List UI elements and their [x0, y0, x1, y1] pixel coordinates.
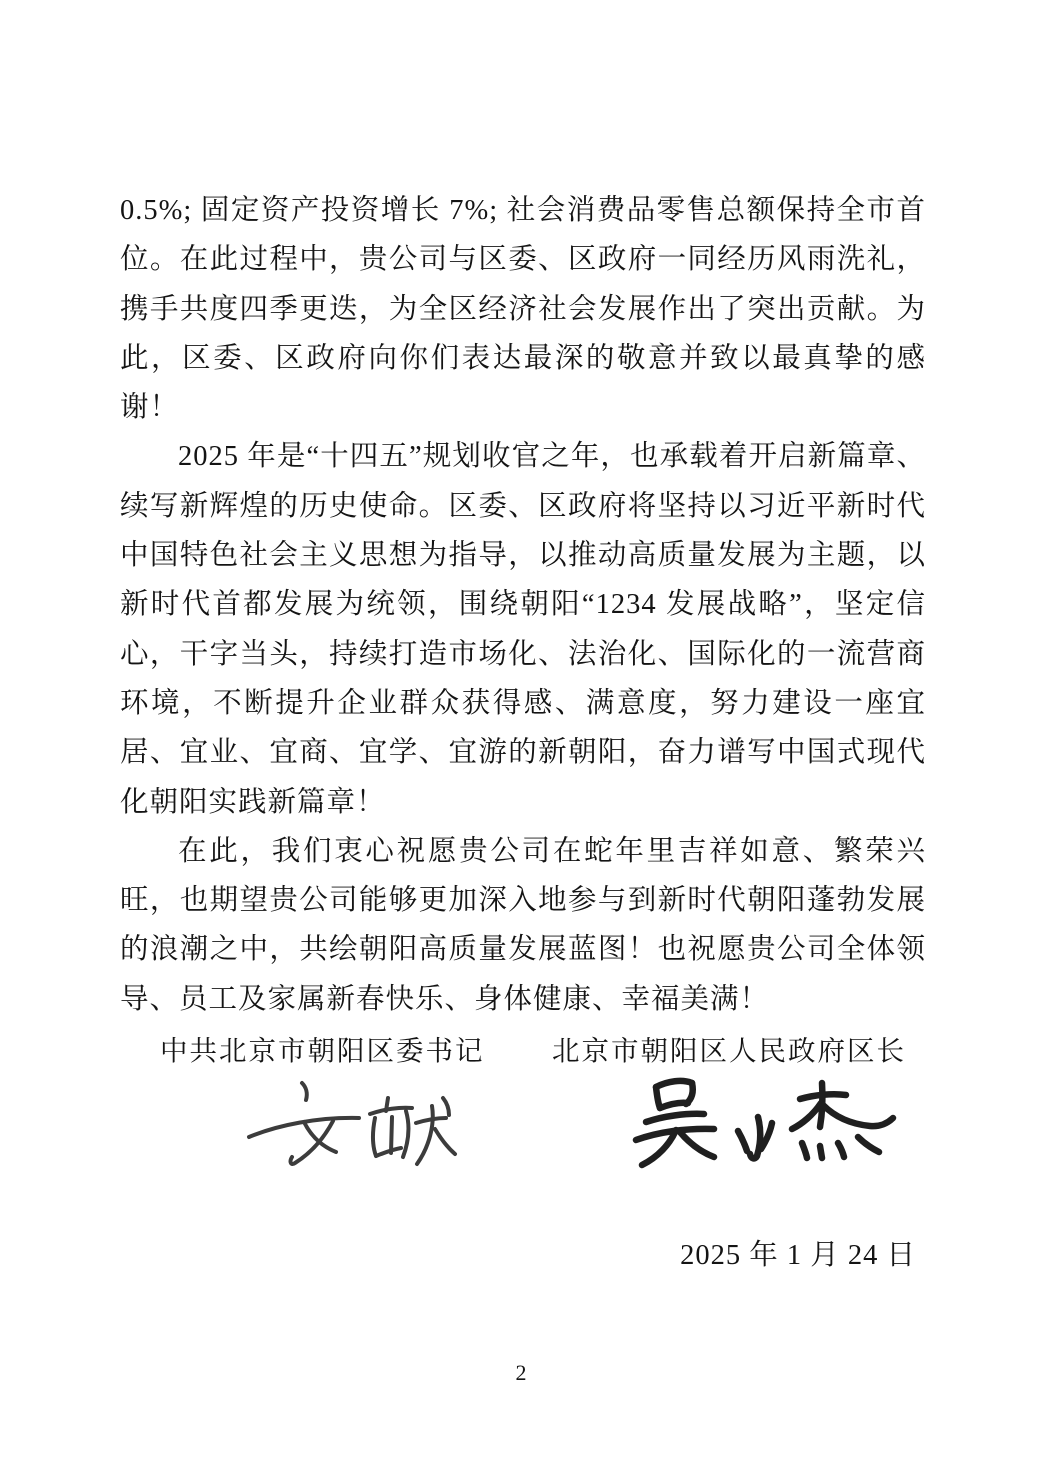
signature-wu-xiaojie-drawing — [630, 1071, 902, 1177]
signature-section — [120, 1026, 926, 1196]
paragraph-outlook: 2025 年是“十四五”规划收官之年，也承载着开启新篇章、续写新辉煌的历史使命。区委、区政府将坚持以习近平新时代中国特色社会主义思想为指导，以推动高质量发展为主题，以新时代首都发展为统领，围绕朝阳“1234 发展战略”，坚定信心，干字当头，持续打造市场化、法治化、国际化的一流营商环境，不断提升企业群众获得感、满意度，努力建设一座宜居、宜业、宜商、宜学、宜游的新朝阳，奋力谱写中国式现代化朝阳实践新篇章！ — [120, 441, 926, 818]
paragraph-wishes: 在此，我们衷心祝愿贵公司在蛇年里吉祥如意、繁荣兴旺，也期望贵公司能够更加深入地参与到新时代朝阳蓬勃发展的浪潮之中，共绘朝阳高质量发展蓝图！也祝愿贵公司全体领导、员工及家属新春快乐、身体健康、幸福美满！ — [120, 835, 926, 1015]
page-number: 2 — [515, 1360, 527, 1385]
signature-titles — [120, 1026, 926, 1075]
signature-wen-xian-drawing — [246, 1077, 458, 1173]
letter-date: 2025 年 1 月 24 日 — [680, 1240, 916, 1271]
letter-body — [120, 186, 926, 1024]
signer-title-party-secretary: 中共北京市朝阳区委书记 — [160, 1035, 485, 1066]
signer-title-district-mayor: 北京市朝阳区人民政府区长 — [552, 1035, 906, 1066]
paragraph-continuation: 0.5%; 固定资产投资增长 7%; 社会消费品零售总额保持全市首位。在此过程中，贵公司与区委、区政府一同经历风雨洗礼，携手共度四季更迭，为全区经济社会发展作出了突出贡献。为此，区委、区政府向你们表达最深的敬意并致以最真挚的感谢！ — [120, 195, 926, 424]
signature-wen-xian — [246, 1077, 458, 1178]
signature-wu-xiaojie — [630, 1071, 902, 1182]
handwritten-signatures — [120, 1075, 926, 1190]
